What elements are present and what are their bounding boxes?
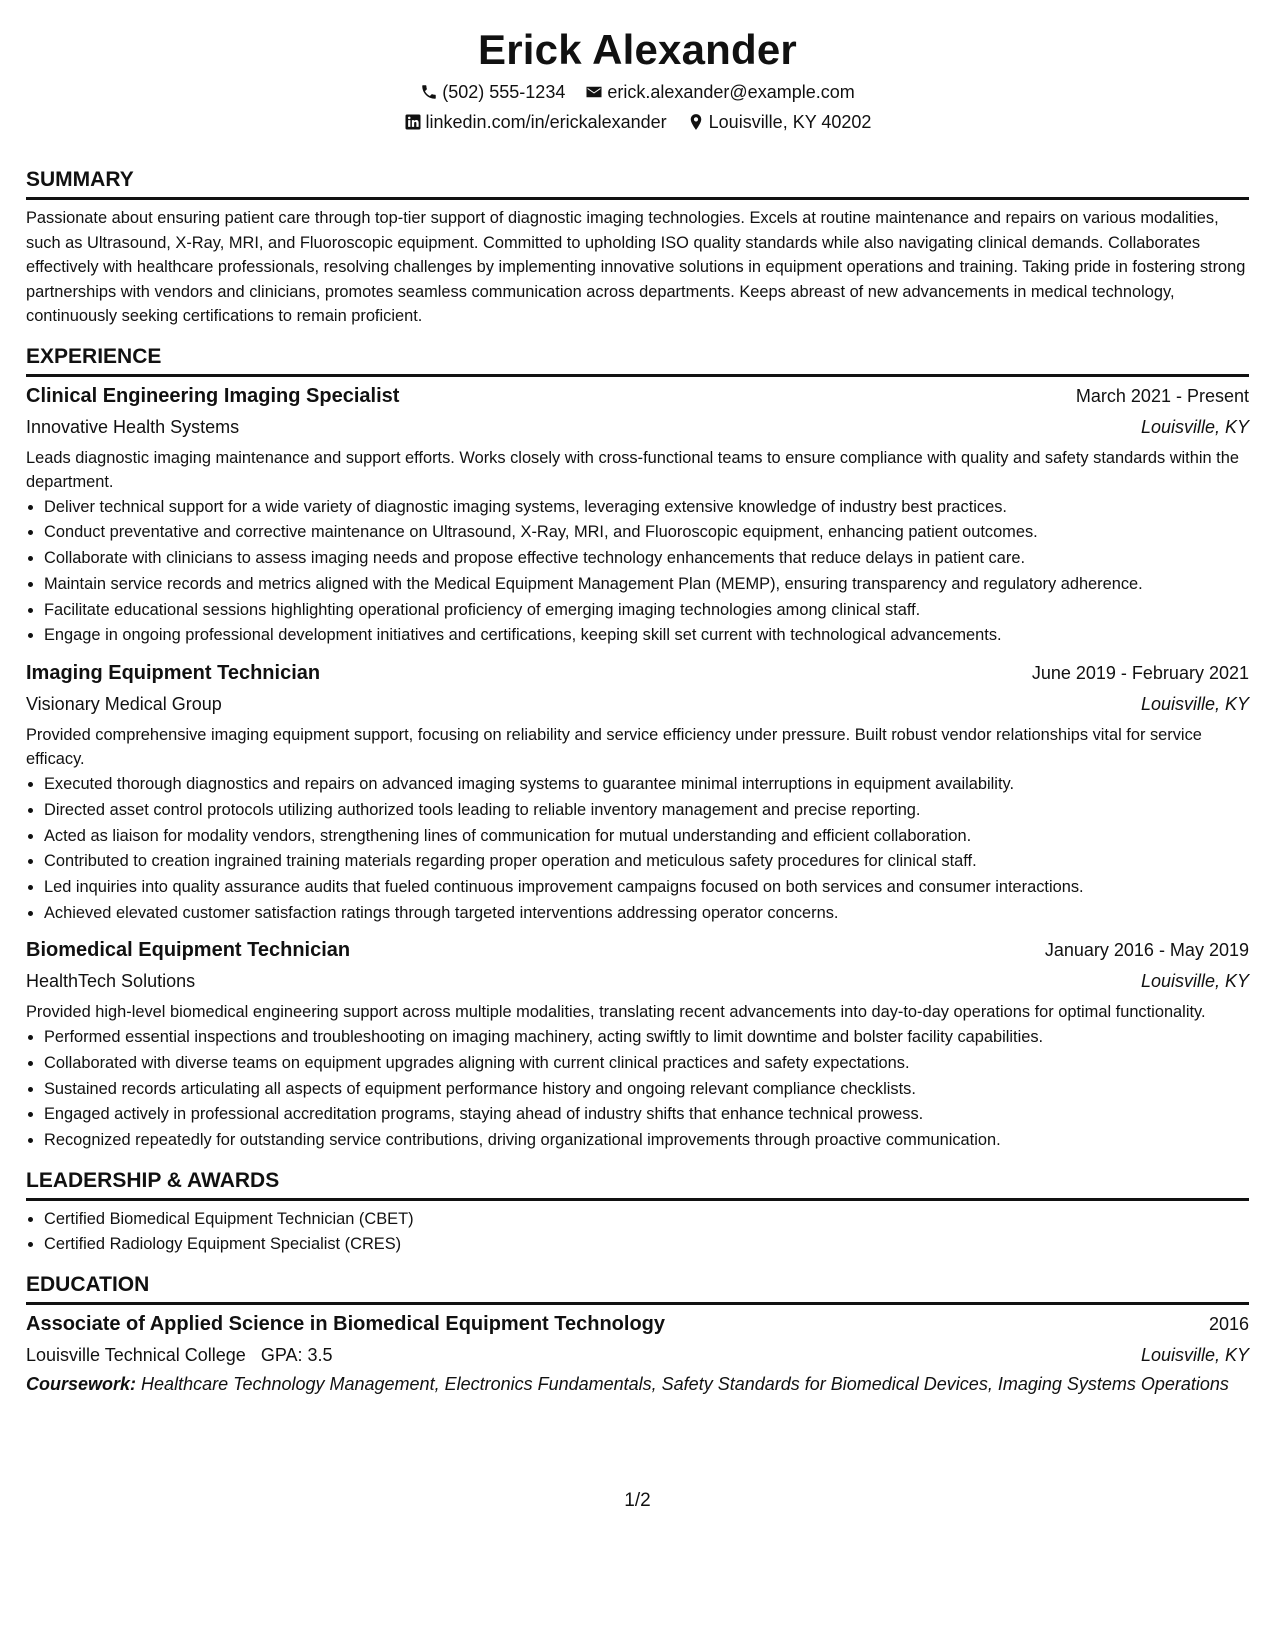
phone-icon: [420, 83, 438, 101]
list-item: • Certified Radiology Equipment Specialist (CRES): [44, 1232, 1249, 1257]
job-dates: June 2019 - February 2021: [1031, 662, 1249, 683]
job-header: [26, 381, 1249, 412]
job-location: Louisville, KY: [1140, 416, 1249, 437]
gpa: GPA: 3.5: [260, 1344, 333, 1365]
section-title: EDUCATION: [26, 1271, 1249, 1305]
list-item: • Directed asset control protocols utilizing authorized tools leading to reliable inventory management and precise reporting.: [44, 798, 1249, 823]
contact-row-1: [26, 76, 1249, 108]
resume-page: [26, 24, 1249, 1396]
list-item: • Facilitate educational sessions highlighting operational proficiency of emerging imaging technologies among clinical staff.: [44, 598, 1249, 623]
location-text: Louisville, KY 40202: [708, 112, 872, 132]
linkedin-text: linkedin.com/in/erickalexander: [425, 112, 667, 132]
degree-title: Associate of Applied Science in Biomedical Equipment Technology: [26, 1312, 666, 1335]
list-item: • Engage in ongoing professional development initiatives and certifications, keeping skill set current with technological advancements.: [44, 623, 1249, 648]
school-location: Louisville, KY: [1140, 1344, 1249, 1365]
leadership-section: [26, 1167, 1249, 1257]
list-item: • Contributed to creation ingrained training materials regarding proper operation and meticulous safety procedures for clinical staff.: [44, 849, 1249, 874]
company-name: Visionary Medical Group: [26, 693, 222, 714]
list-item: • Conduct preventative and corrective maintenance on Ultrasound, X-Ray, MRI, and Fluoroscopic equipment, enhancing patient outcomes.: [44, 520, 1249, 545]
phone-contact: [420, 76, 565, 108]
school-name: Louisville Technical College: [26, 1344, 246, 1365]
company-name: Innovative Health Systems: [26, 416, 240, 437]
job-description: Provided comprehensive imaging equipment support, focusing on reliability and service efficiency under pressure. Built robust vendor relationships vital for service efficacy.: [26, 725, 1202, 769]
section-title: SUMMARY: [26, 166, 1249, 200]
job-subheader: [26, 689, 1249, 719]
job-location: Louisville, KY: [1140, 971, 1249, 992]
list-item: • Led inquiries into quality assurance audits that fueled continuous improvement campaigns focused on both services and consumer interactions.: [44, 875, 1249, 900]
job-location: Louisville, KY: [1140, 693, 1249, 714]
education-header: [26, 1309, 1249, 1340]
envelope-icon: [585, 83, 603, 101]
job-header: [26, 935, 1249, 966]
graduation-year: 2016: [1208, 1313, 1249, 1334]
email-text: erick.alexander@example.com: [607, 82, 855, 102]
job-bullets: [26, 495, 1249, 648]
list-item: • Acted as liaison for modality vendors, strengthening lines of communication for mutual understanding and efficient collaboration.: [44, 824, 1249, 849]
job-description: Leads diagnostic imaging maintenance and support efforts. Works closely with cross-functional teams to ensure compliance with quality and safety standards within the department.: [26, 448, 1239, 491]
job-dates: March 2021 - Present: [1075, 385, 1249, 406]
linkedin-icon: [404, 113, 422, 131]
job-title: Clinical Engineering Imaging Specialist: [26, 384, 400, 407]
contact-row-2: [26, 106, 1249, 138]
list-item: • Maintain service records and metrics aligned with the Medical Equipment Management Plan (MEMP), ensuring transparency and regulatory adherence.: [44, 572, 1249, 597]
job-header: [26, 658, 1249, 689]
experience-section: [26, 343, 1249, 1153]
job-title: Biomedical Equipment Technician: [26, 939, 351, 962]
list-item: • Performed essential inspections and troubleshooting on imaging machinery, acting swiftly to limit downtime and bolster facility capabilities.: [44, 1025, 1249, 1050]
linkedin-contact[interactable]: [404, 106, 667, 138]
list-item: • Engaged actively in professional accreditation programs, staying ahead of industry shifts that enhance technical prowess.: [44, 1102, 1249, 1127]
map-pin-icon: [687, 113, 705, 131]
list-item: • Collaborate with clinicians to assess imaging needs and propose effective technology enhancements that reduce delays in patient care.: [44, 546, 1249, 571]
leadership-list: [26, 1207, 1249, 1257]
section-title: LEADERSHIP & AWARDS: [26, 1167, 1249, 1201]
job-subheader: [26, 412, 1249, 442]
summary-text: Passionate about ensuring patient care through top-tier support of diagnostic imaging technologies. Excels at routine maintenance and repairs on various modalities, such as Ultrasound, X-Ray, MRI, and Fluoroscopic equipment. Committed to upholding ISO quality standards while also navigating clinical demands. Collaborates effectively with healthcare professionals, resolving challenges by implementing innovative solutions in equipment operations and training. Taking pride in fostering strong partnerships with vendors and clinicians, promotes seamless communication across departments. Keeps abreast of new advancements in medical technology, continuously seeking certifications to remain proficient.: [26, 209, 1246, 325]
education-section: [26, 1271, 1249, 1396]
list-item: • Collaborated with diverse teams on equipment upgrades aligning with current clinical practices and safety expectations.: [44, 1051, 1249, 1076]
job-entry: [26, 935, 1249, 1152]
job-entry: [26, 381, 1249, 648]
section-title: EXPERIENCE: [26, 343, 1249, 377]
phone-text: (502) 555-1234: [442, 82, 566, 102]
job-dates: January 2016 - May 2019: [1044, 940, 1249, 961]
job-description: Provided high-level biomedical engineering support across multiple modalities, translating recent advancements into day-to-day operations for optimal functionality.: [26, 1003, 1206, 1022]
job-title: Imaging Equipment Technician: [26, 661, 321, 684]
coursework-text: Healthcare Technology Management, Electronics Fundamentals, Safety Standards for Biomedical Devices, Imaging Systems Operations: [141, 1373, 1229, 1394]
job-bullets: [26, 1025, 1249, 1153]
coursework-label: Coursework:: [26, 1373, 137, 1394]
education-subheader: [26, 1340, 1249, 1370]
summary-section: [26, 166, 1249, 329]
page-number: 1/2: [624, 1490, 651, 1511]
job-subheader: [26, 966, 1249, 996]
job-entry: [26, 658, 1249, 925]
location-contact: [687, 106, 872, 138]
company-name: HealthTech Solutions: [26, 971, 196, 992]
candidate-name: Erick Alexander: [478, 26, 797, 73]
school-line: [26, 1340, 333, 1370]
job-bullets: [26, 772, 1249, 925]
email-contact[interactable]: [585, 76, 854, 108]
list-item: • Certified Biomedical Equipment Technician (CBET): [44, 1207, 1249, 1232]
list-item: • Deliver technical support for a wide variety of diagnostic imaging systems, leveraging extensive knowledge of industry best practices.: [44, 495, 1249, 520]
coursework: [26, 1372, 1249, 1396]
list-item: • Achieved elevated customer satisfaction ratings through targeted interventions addressing operator concerns.: [44, 901, 1249, 926]
list-item: • Recognized repeatedly for outstanding service contributions, driving organizational improvements through proactive communication.: [44, 1128, 1249, 1153]
list-item: • Sustained records articulating all aspects of equipment performance history and ongoing relevant compliance checklists.: [44, 1077, 1249, 1102]
list-item: • Executed thorough diagnostics and repairs on advanced imaging systems to guarantee minimal interruptions in equipment availability.: [44, 772, 1249, 797]
